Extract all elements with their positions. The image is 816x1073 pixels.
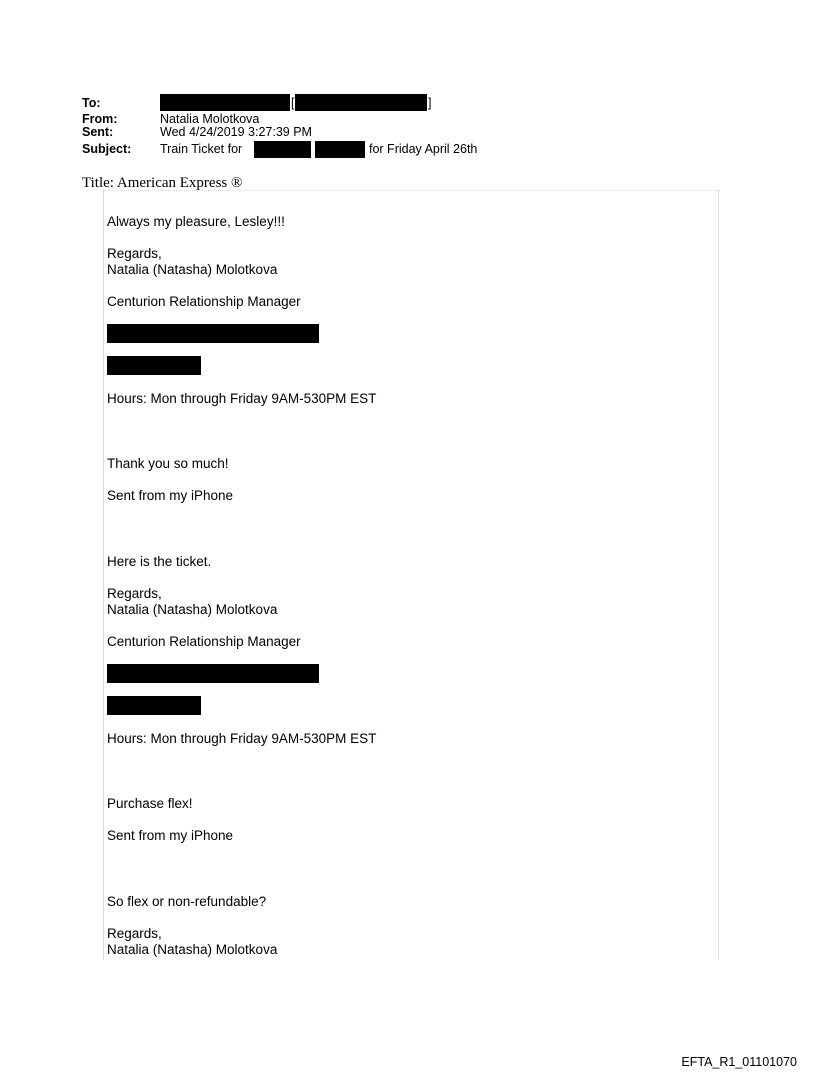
signature-hours: Hours: Mon through Friday 9AM-530PM EST	[107, 731, 377, 746]
redaction-signature-contact	[107, 324, 319, 343]
document-title-line: Title: American Express ®	[82, 175, 243, 191]
signature-role: Centurion Relationship Manager	[107, 634, 301, 649]
signature-name: Natalia (Natasha) Molotkova	[107, 262, 278, 277]
sent-label: Sent:	[82, 125, 114, 139]
sent-value: Wed 4/24/2019 3:27:39 PM	[160, 125, 312, 139]
redaction-signature-contact	[107, 664, 319, 683]
body-paragraph: So flex or non-refundable?	[107, 894, 267, 909]
subject-suffix: for Friday April 26th	[369, 142, 478, 156]
document-id-stamp: EFTA_R1_01101070	[681, 1055, 797, 1069]
redaction-subject-second	[315, 141, 365, 158]
redaction-signature-phone	[107, 696, 201, 715]
body-paragraph: Thank you so much!	[107, 456, 229, 471]
body-paragraph: Here is the ticket.	[107, 554, 212, 569]
to-bracket-close: ]	[428, 96, 432, 110]
subject-label: Subject:	[82, 142, 132, 156]
body-paragraph: Sent from my iPhone	[107, 488, 234, 503]
signature-regards: Regards,	[107, 926, 162, 941]
signature-regards: Regards,	[107, 586, 162, 601]
redaction-to-name	[160, 94, 290, 111]
to-label: To:	[82, 96, 101, 110]
body-paragraph: Always my pleasure, Lesley!!!	[107, 214, 285, 229]
redaction-subject-first	[254, 141, 311, 158]
signature-regards: Regards,	[107, 246, 162, 261]
body-paragraph: Sent from my iPhone	[107, 828, 234, 843]
from-value: Natalia Molotkova	[160, 112, 260, 126]
subject-prefix: Train Ticket for	[160, 142, 243, 156]
redaction-to-email	[295, 94, 427, 111]
body-paragraph: Purchase flex!	[107, 796, 193, 811]
signature-name: Natalia (Natasha) Molotkova	[107, 602, 278, 617]
redaction-signature-phone	[107, 356, 201, 375]
signature-role: Centurion Relationship Manager	[107, 294, 301, 309]
signature-hours: Hours: Mon through Friday 9AM-530PM EST	[107, 391, 377, 406]
from-label: From:	[82, 112, 118, 126]
signature-name: Natalia (Natasha) Molotkova	[107, 942, 278, 957]
to-bracket-open: [	[291, 96, 295, 110]
